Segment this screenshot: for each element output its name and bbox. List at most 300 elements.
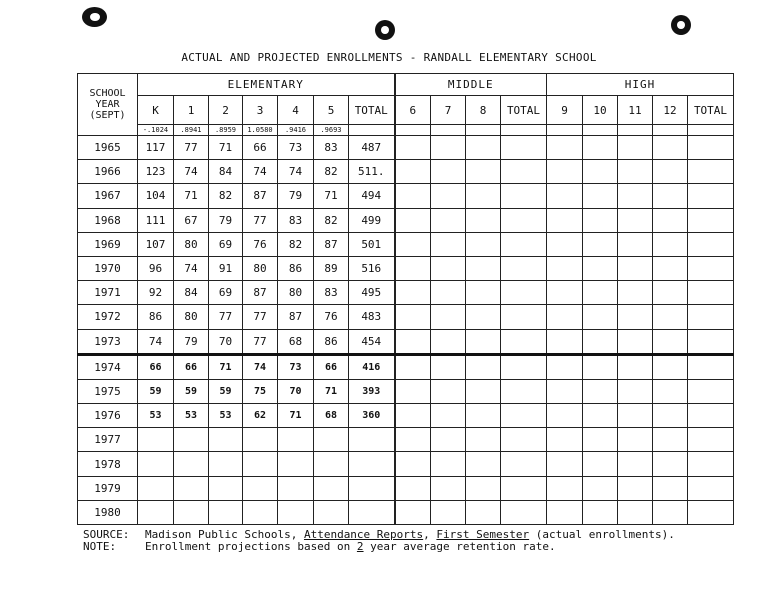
enrollment-cell: 62 (243, 404, 278, 428)
empty-cell (688, 136, 734, 160)
enrollment-cell: 77 (243, 329, 278, 354)
table-row (78, 232, 734, 256)
empty-cell (395, 256, 431, 280)
retention-rate: .8959 (209, 125, 243, 136)
empty-cell (209, 500, 243, 524)
column-header-6: TOTAL (349, 96, 395, 125)
enrollment-cell: 82 (314, 208, 349, 232)
empty-cell (466, 404, 501, 428)
enrollment-cell: 80 (278, 281, 314, 305)
enrollment-cell: 111 (138, 208, 174, 232)
empty-cell (466, 281, 501, 305)
empty-cell (653, 125, 688, 136)
empty-cell (653, 232, 688, 256)
table-row (78, 256, 734, 280)
enrollment-cell: 71 (314, 379, 349, 403)
empty-cell (501, 281, 547, 305)
note-suffix: year average retention rate. (363, 540, 556, 553)
empty-cell (243, 476, 278, 500)
empty-cell (653, 428, 688, 452)
enrollment-cell: 68 (278, 329, 314, 354)
source-first-semester: First Semester (436, 528, 530, 541)
enrollment-cell: 84 (174, 281, 209, 305)
enrollment-cell: 70 (278, 379, 314, 403)
empty-cell (547, 160, 583, 184)
empty-cell (395, 232, 431, 256)
empty-cell (618, 136, 653, 160)
enrollment-cell: 87 (314, 232, 349, 256)
column-header-7: 6 (395, 96, 431, 125)
empty-cell (431, 404, 466, 428)
empty-cell (466, 256, 501, 280)
empty-cell (431, 452, 466, 476)
enrollment-cell: 501 (349, 232, 395, 256)
empty-cell (395, 476, 431, 500)
note-text: Enrollment projections based on (145, 540, 357, 553)
empty-cell (501, 232, 547, 256)
empty-cell (209, 452, 243, 476)
table-row (78, 208, 734, 232)
empty-cell (501, 379, 547, 403)
empty-cell (653, 404, 688, 428)
empty-cell (349, 452, 395, 476)
empty-cell (653, 500, 688, 524)
enrollment-cell: 77 (243, 305, 278, 329)
empty-cell (349, 125, 395, 136)
enrollment-cell: 71 (174, 184, 209, 208)
column-header-0: K (138, 96, 174, 125)
punch-hole-left (82, 7, 107, 27)
empty-cell (688, 428, 734, 452)
enrollment-cell: 454 (349, 329, 395, 354)
empty-cell (618, 329, 653, 354)
note-line (83, 541, 675, 553)
empty-cell (431, 329, 466, 354)
table-row (78, 500, 734, 524)
empty-cell (618, 184, 653, 208)
empty-cell (501, 136, 547, 160)
table-row (78, 329, 734, 354)
empty-cell (278, 500, 314, 524)
empty-cell (431, 354, 466, 379)
group-middle: MIDDLE (395, 74, 547, 96)
enrollment-cell: 77 (243, 208, 278, 232)
empty-cell (395, 281, 431, 305)
empty-cell (395, 379, 431, 403)
enrollment-cell: 360 (349, 404, 395, 428)
empty-cell (174, 476, 209, 500)
column-header-3: 3 (243, 96, 278, 125)
enrollment-cell: 71 (209, 136, 243, 160)
empty-cell (547, 125, 583, 136)
empty-cell (395, 354, 431, 379)
empty-cell (395, 404, 431, 428)
empty-cell (431, 476, 466, 500)
column-header-13: 11 (618, 96, 653, 125)
table-row (78, 428, 734, 452)
punch-hole-right (671, 15, 691, 35)
note-label: NOTE: (83, 540, 117, 553)
enrollment-cell: 92 (138, 281, 174, 305)
year-cell: 1978 (78, 452, 138, 476)
empty-cell (653, 305, 688, 329)
empty-cell (466, 476, 501, 500)
enrollment-cell: 74 (174, 256, 209, 280)
enrollment-cell: 73 (278, 354, 314, 379)
empty-cell (688, 354, 734, 379)
empty-cell (618, 256, 653, 280)
table-row (78, 184, 734, 208)
table-row (78, 404, 734, 428)
empty-cell (501, 404, 547, 428)
empty-cell (501, 500, 547, 524)
empty-cell (431, 500, 466, 524)
enrollment-cell: 117 (138, 136, 174, 160)
enrollment-cell: 71 (278, 404, 314, 428)
enrollment-cell: 87 (243, 281, 278, 305)
empty-cell (431, 379, 466, 403)
empty-cell (653, 281, 688, 305)
table-row (78, 160, 734, 184)
empty-cell (653, 208, 688, 232)
enrollment-cell: 499 (349, 208, 395, 232)
empty-cell (618, 125, 653, 136)
empty-cell (349, 428, 395, 452)
empty-cell (466, 305, 501, 329)
enrollment-cell: 107 (138, 232, 174, 256)
enrollment-cell: 82 (278, 232, 314, 256)
empty-cell (547, 184, 583, 208)
empty-cell (466, 160, 501, 184)
empty-cell (466, 500, 501, 524)
enrollment-cell: 80 (243, 256, 278, 280)
empty-cell (653, 256, 688, 280)
column-header-2: 2 (209, 96, 243, 125)
enrollment-cell: 53 (209, 404, 243, 428)
empty-cell (583, 500, 618, 524)
empty-cell (466, 354, 501, 379)
empty-cell (653, 184, 688, 208)
enrollment-cell: 59 (209, 379, 243, 403)
empty-cell (431, 281, 466, 305)
table-row (78, 281, 734, 305)
group-high: HIGH (547, 74, 734, 96)
enrollment-cell: 89 (314, 256, 349, 280)
column-header-9: 8 (466, 96, 501, 125)
empty-cell (431, 208, 466, 232)
enrollment-cell: 86 (138, 305, 174, 329)
empty-cell (583, 404, 618, 428)
empty-cell (583, 379, 618, 403)
enrollment-cell: 69 (209, 281, 243, 305)
empty-cell (278, 452, 314, 476)
retention-rate: .9693 (314, 125, 349, 136)
empty-cell (618, 379, 653, 403)
source-suffix: (actual enrollments). (529, 528, 675, 541)
empty-cell (395, 305, 431, 329)
empty-cell (278, 428, 314, 452)
empty-cell (395, 500, 431, 524)
empty-cell (349, 476, 395, 500)
enrollment-cell: 74 (138, 329, 174, 354)
enrollment-cell: 70 (209, 329, 243, 354)
empty-cell (583, 208, 618, 232)
empty-cell (547, 404, 583, 428)
empty-cell (583, 281, 618, 305)
empty-cell (583, 232, 618, 256)
empty-cell (431, 305, 466, 329)
table-row (78, 354, 734, 379)
enrollment-cell: 123 (138, 160, 174, 184)
note-years: 2 (356, 540, 364, 553)
empty-cell (653, 379, 688, 403)
empty-cell (501, 476, 547, 500)
enrollment-cell: 393 (349, 379, 395, 403)
empty-cell (653, 160, 688, 184)
table-row (78, 305, 734, 329)
empty-cell (583, 476, 618, 500)
enrollment-cell: 79 (278, 184, 314, 208)
empty-cell (688, 305, 734, 329)
empty-cell (431, 125, 466, 136)
empty-cell (583, 305, 618, 329)
retention-rate: -.1024 (138, 125, 174, 136)
enrollment-cell: 68 (314, 404, 349, 428)
source-label: SOURCE: (83, 528, 130, 541)
column-header-4: 4 (278, 96, 314, 125)
group-elementary: ELEMENTARY (138, 74, 395, 96)
empty-cell (174, 428, 209, 452)
empty-cell (618, 281, 653, 305)
enrollment-cell: 416 (349, 354, 395, 379)
empty-cell (278, 476, 314, 500)
table-row (78, 379, 734, 403)
empty-cell (618, 500, 653, 524)
enrollment-cell: 80 (174, 305, 209, 329)
source-attendance-reports: Attendance Reports (303, 528, 424, 541)
enrollment-cell: 83 (278, 208, 314, 232)
year-cell: 1977 (78, 428, 138, 452)
enrollment-cell: 91 (209, 256, 243, 280)
empty-cell (174, 500, 209, 524)
empty-cell (138, 452, 174, 476)
empty-cell (547, 354, 583, 379)
column-header-1: 1 (174, 96, 209, 125)
empty-cell (395, 452, 431, 476)
empty-cell (583, 452, 618, 476)
empty-cell (583, 136, 618, 160)
empty-cell (583, 428, 618, 452)
enrollment-cell: 71 (314, 184, 349, 208)
enrollment-cell: 77 (174, 136, 209, 160)
enrollment-cell: 53 (174, 404, 209, 428)
enrollment-cell: 80 (174, 232, 209, 256)
empty-cell (618, 354, 653, 379)
enrollment-cell: 76 (314, 305, 349, 329)
enrollment-cell: 69 (209, 232, 243, 256)
empty-cell (618, 305, 653, 329)
empty-cell (314, 452, 349, 476)
enrollment-cell: 74 (278, 160, 314, 184)
empty-cell (618, 428, 653, 452)
empty-cell (547, 428, 583, 452)
year-cell: 1966 (78, 160, 138, 184)
enrollment-cell: 59 (138, 379, 174, 403)
empty-cell (138, 428, 174, 452)
year-cell: 1967 (78, 184, 138, 208)
empty-cell (618, 208, 653, 232)
empty-cell (243, 428, 278, 452)
empty-cell (395, 136, 431, 160)
empty-cell (501, 305, 547, 329)
source-separator: , (423, 528, 437, 541)
empty-cell (209, 476, 243, 500)
empty-cell (431, 136, 466, 160)
empty-cell (618, 160, 653, 184)
empty-cell (174, 452, 209, 476)
year-cell: 1973 (78, 329, 138, 354)
enrollment-cell: 494 (349, 184, 395, 208)
empty-cell (547, 500, 583, 524)
enrollment-cell: 59 (174, 379, 209, 403)
school-year-header-line1: SCHOOL (89, 88, 126, 99)
empty-cell (501, 184, 547, 208)
enrollment-cell: 74 (174, 160, 209, 184)
empty-cell (314, 428, 349, 452)
empty-cell (314, 476, 349, 500)
empty-cell (688, 452, 734, 476)
empty-cell (138, 476, 174, 500)
enrollment-cell: 96 (138, 256, 174, 280)
enrollment-cell: 83 (314, 136, 349, 160)
empty-cell (547, 305, 583, 329)
empty-cell (618, 476, 653, 500)
empty-cell (395, 125, 431, 136)
empty-cell (688, 329, 734, 354)
enrollment-cell: 77 (209, 305, 243, 329)
empty-cell (349, 500, 395, 524)
year-cell: 1971 (78, 281, 138, 305)
empty-cell (547, 379, 583, 403)
empty-cell (688, 281, 734, 305)
empty-cell (466, 329, 501, 354)
enrollment-cell: 86 (314, 329, 349, 354)
enrollment-cell: 79 (209, 208, 243, 232)
enrollment-cell: 487 (349, 136, 395, 160)
empty-cell (466, 208, 501, 232)
empty-cell (501, 329, 547, 354)
empty-cell (688, 256, 734, 280)
empty-cell (688, 500, 734, 524)
empty-cell (501, 208, 547, 232)
school-year-header (78, 74, 138, 136)
table-row (78, 136, 734, 160)
empty-cell (501, 256, 547, 280)
empty-cell (314, 500, 349, 524)
empty-cell (583, 256, 618, 280)
empty-cell (501, 125, 547, 136)
table-row (78, 452, 734, 476)
empty-cell (653, 476, 688, 500)
retention-rate: .8941 (174, 125, 209, 136)
enrollment-cell: 511. (349, 160, 395, 184)
empty-cell (583, 184, 618, 208)
year-cell: 1976 (78, 404, 138, 428)
year-cell: 1970 (78, 256, 138, 280)
enrollment-cell: 53 (138, 404, 174, 428)
empty-cell (431, 232, 466, 256)
column-header-14: 12 (653, 96, 688, 125)
empty-cell (243, 452, 278, 476)
year-cell: 1980 (78, 500, 138, 524)
empty-cell (688, 184, 734, 208)
enrollment-cell: 495 (349, 281, 395, 305)
enrollment-cell: 73 (278, 136, 314, 160)
empty-cell (395, 160, 431, 184)
enrollment-cell: 516 (349, 256, 395, 280)
page-title: ACTUAL AND PROJECTED ENROLLMENTS - RANDALL ELEMENTARY SCHOOL (181, 51, 597, 64)
enrollment-cell: 79 (174, 329, 209, 354)
enrollment-cell: 66 (243, 136, 278, 160)
empty-cell (547, 281, 583, 305)
punch-hole-center (375, 20, 395, 40)
empty-cell (688, 125, 734, 136)
empty-cell (618, 232, 653, 256)
empty-cell (618, 404, 653, 428)
enrollment-cell: 82 (314, 160, 349, 184)
empty-cell (547, 208, 583, 232)
empty-cell (583, 329, 618, 354)
empty-cell (653, 329, 688, 354)
empty-cell (688, 160, 734, 184)
empty-cell (583, 354, 618, 379)
enrollment-cell: 84 (209, 160, 243, 184)
enrollment-cell: 82 (209, 184, 243, 208)
school-year-header-line3: (SEPT) (89, 110, 126, 121)
empty-cell (466, 184, 501, 208)
empty-cell (583, 125, 618, 136)
year-cell: 1979 (78, 476, 138, 500)
school-year-header-line2: YEAR (95, 99, 120, 110)
enrollment-cell: 67 (174, 208, 209, 232)
empty-cell (547, 452, 583, 476)
enrollment-cell: 86 (278, 256, 314, 280)
source-text: Madison Public Schools, (145, 528, 304, 541)
enrollment-cell: 74 (243, 354, 278, 379)
enrollment-table (77, 73, 734, 525)
empty-cell (431, 428, 466, 452)
empty-cell (618, 452, 653, 476)
empty-cell (209, 428, 243, 452)
empty-cell (466, 452, 501, 476)
empty-cell (431, 160, 466, 184)
empty-cell (466, 125, 501, 136)
empty-cell (688, 232, 734, 256)
notes (83, 529, 675, 553)
enrollment-cell: 74 (243, 160, 278, 184)
empty-cell (688, 404, 734, 428)
year-cell: 1969 (78, 232, 138, 256)
empty-cell (688, 379, 734, 403)
enrollment-cell: 66 (314, 354, 349, 379)
year-cell: 1972 (78, 305, 138, 329)
empty-cell (688, 476, 734, 500)
empty-cell (547, 329, 583, 354)
retention-rate: .9416 (278, 125, 314, 136)
column-header-10: TOTAL (501, 96, 547, 125)
column-header-5: 5 (314, 96, 349, 125)
empty-cell (466, 428, 501, 452)
